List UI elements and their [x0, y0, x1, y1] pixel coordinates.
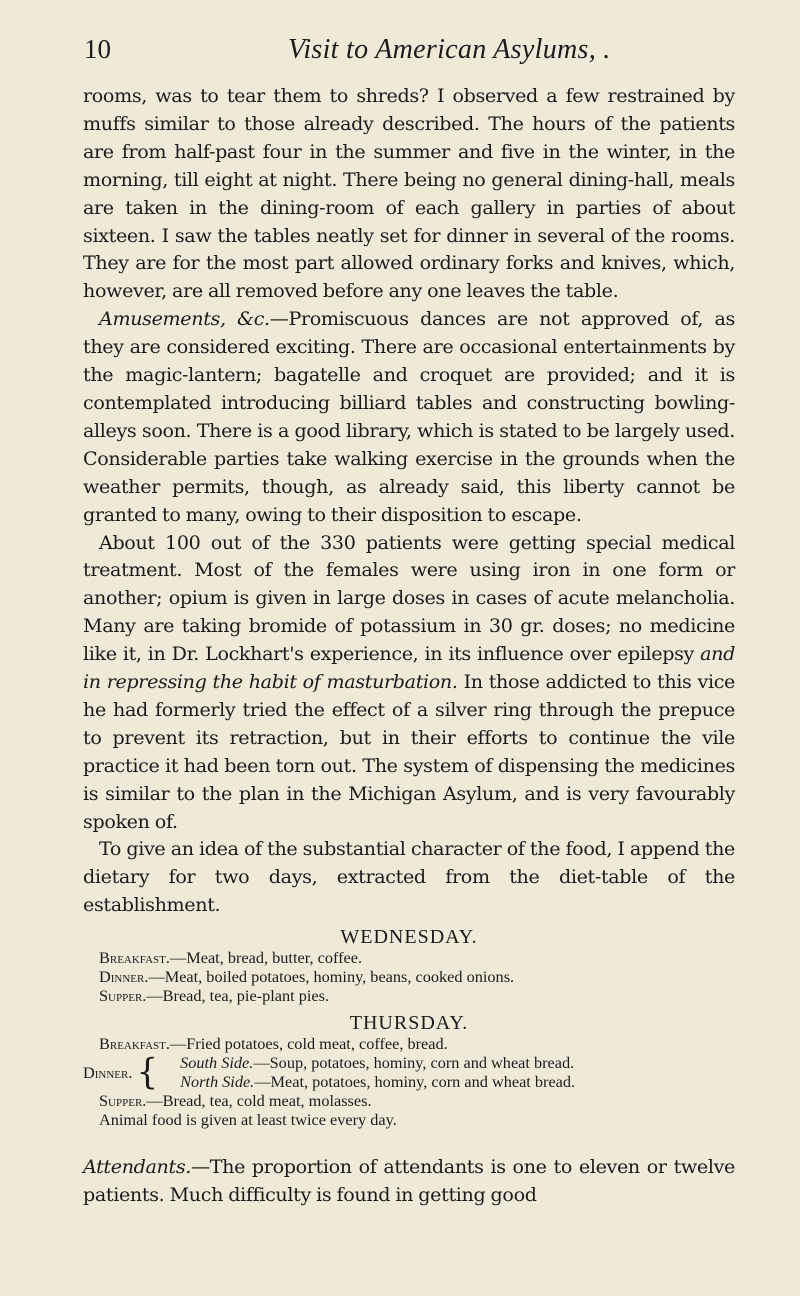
dinner-north-side: [164, 1072, 575, 1091]
meal-items: —Meat, boiled potatoes, hominy, beans, cooked onions.: [148, 967, 515, 987]
amusements-heading: Amusements, &c.: [99, 307, 270, 331]
meal-items: —Bread, tea, cold meat, molasses.: [146, 1091, 372, 1111]
running-title: Visit to American Asylums, .: [288, 34, 611, 65]
page-body: [83, 82, 735, 1209]
dinner-sides: [164, 1053, 575, 1091]
meal-label: Breakfast.: [99, 1034, 170, 1054]
wednesday-heading: WEDNESDAY.: [340, 926, 478, 949]
paragraph-attendants: [83, 1153, 735, 1209]
meal-label: Dinner.: [99, 967, 149, 987]
meal-items: —Meat, potatoes, hominy, corn and wheat bread.: [254, 1072, 576, 1092]
thursday-breakfast: [83, 1034, 735, 1053]
paragraph-1: rooms, was to tear them to shreds? I observed a few restrained by muffs similar to those already described. The hours of the patients are from half-past four in the summer and five in the winter, in the morning, till eight at night. There being no general dining-hall, meals are taken in the dining-room of each gallery in parties of about sixteen. I saw the tables neatly set for dinner in several of the rooms. They are for the most part allowed ordinary forks and knives, which, however, are all removed before any one leaves the table.: [83, 84, 735, 303]
attendants-text: —The proportion of attendants is one to eleven or twelve patients. Much difficulty is found in getting good: [83, 1155, 735, 1207]
wednesday-supper: [83, 986, 735, 1005]
wednesday-dietary: [83, 948, 735, 1005]
meal-label: Supper.: [99, 986, 147, 1006]
thursday-dinner: [83, 1051, 735, 1094]
meal-label: Breakfast.: [99, 948, 170, 968]
wednesday-breakfast: [83, 948, 735, 967]
meal-label: Supper.: [99, 1091, 147, 1111]
meal-items: —Bread, tea, pie-plant pies.: [146, 986, 330, 1006]
medical-text-b: In those addicted to this vice he had formerly tried the effect of a silver ring through the prepuce to prevent its retraction, but in their efforts to continue the vile practice it had been torn out. The system of dispensing the medicines is similar to the plan in the Michigan Asylum, and is very favourably spoken of.: [83, 670, 735, 833]
brace-glyph: {: [136, 1051, 159, 1094]
attendants-heading: Attendants.: [83, 1155, 191, 1179]
page-header: [84, 34, 734, 74]
medical-text-a: About 100 out of the 330 patients were getting special medical treatment. Most of the females were using iron in one form or another; opium is given in large doses in cases of acute melancholia. Many are taking bromide of potassium in 30 gr. doses; no medicine like it, in Dr. Lockhart's experience, in its influence over epilepsy: [83, 530, 735, 666]
side-label: North Side.: [180, 1072, 255, 1092]
paragraph-medical-treatment: [83, 529, 735, 836]
dinner-south-side: [164, 1053, 575, 1072]
thursday-dietary: [83, 1034, 735, 1129]
meal-items: —Fried potatoes, cold meat, coffee, bread.: [169, 1034, 448, 1054]
amusements-text: —Promiscuous dances are not approved of, as they are considered exciting. There are occasional entertainments by the magic-lantern; bagatelle and croquet are provided; and it is contemplated introducing billiard tables and constructing bowling-alleys soon. There is a good library, which is stated to be largely used. Considerable parties take walking exercise in the grounds when the weather permits, though, as already said, this liberty cannot be granted to many, owing to their disposition to escape.: [83, 307, 735, 526]
thursday-supper: [83, 1091, 735, 1110]
side-label: South Side.: [180, 1053, 254, 1073]
medical-text-italic: and in repressing the habit of masturbation.: [83, 642, 735, 694]
thursday-heading: THURSDAY.: [349, 1012, 469, 1035]
meal-items: —Meat, bread, butter, coffee.: [169, 948, 363, 968]
meal-label: Dinner.: [83, 1062, 133, 1082]
meal-items: —Soup, potatoes, hominy, corn and wheat bread.: [253, 1053, 575, 1073]
wednesday-dinner: [83, 967, 735, 986]
paragraph-amusements: [83, 305, 735, 528]
animal-food-note: Animal food is given at least twice every day.: [99, 1110, 397, 1130]
page-number: 10: [84, 34, 111, 64]
paragraph-dietary-intro: To give an idea of the substantial character of the food, I append the dietary for two days, extracted from the diet-table of the establishment.: [83, 837, 735, 917]
